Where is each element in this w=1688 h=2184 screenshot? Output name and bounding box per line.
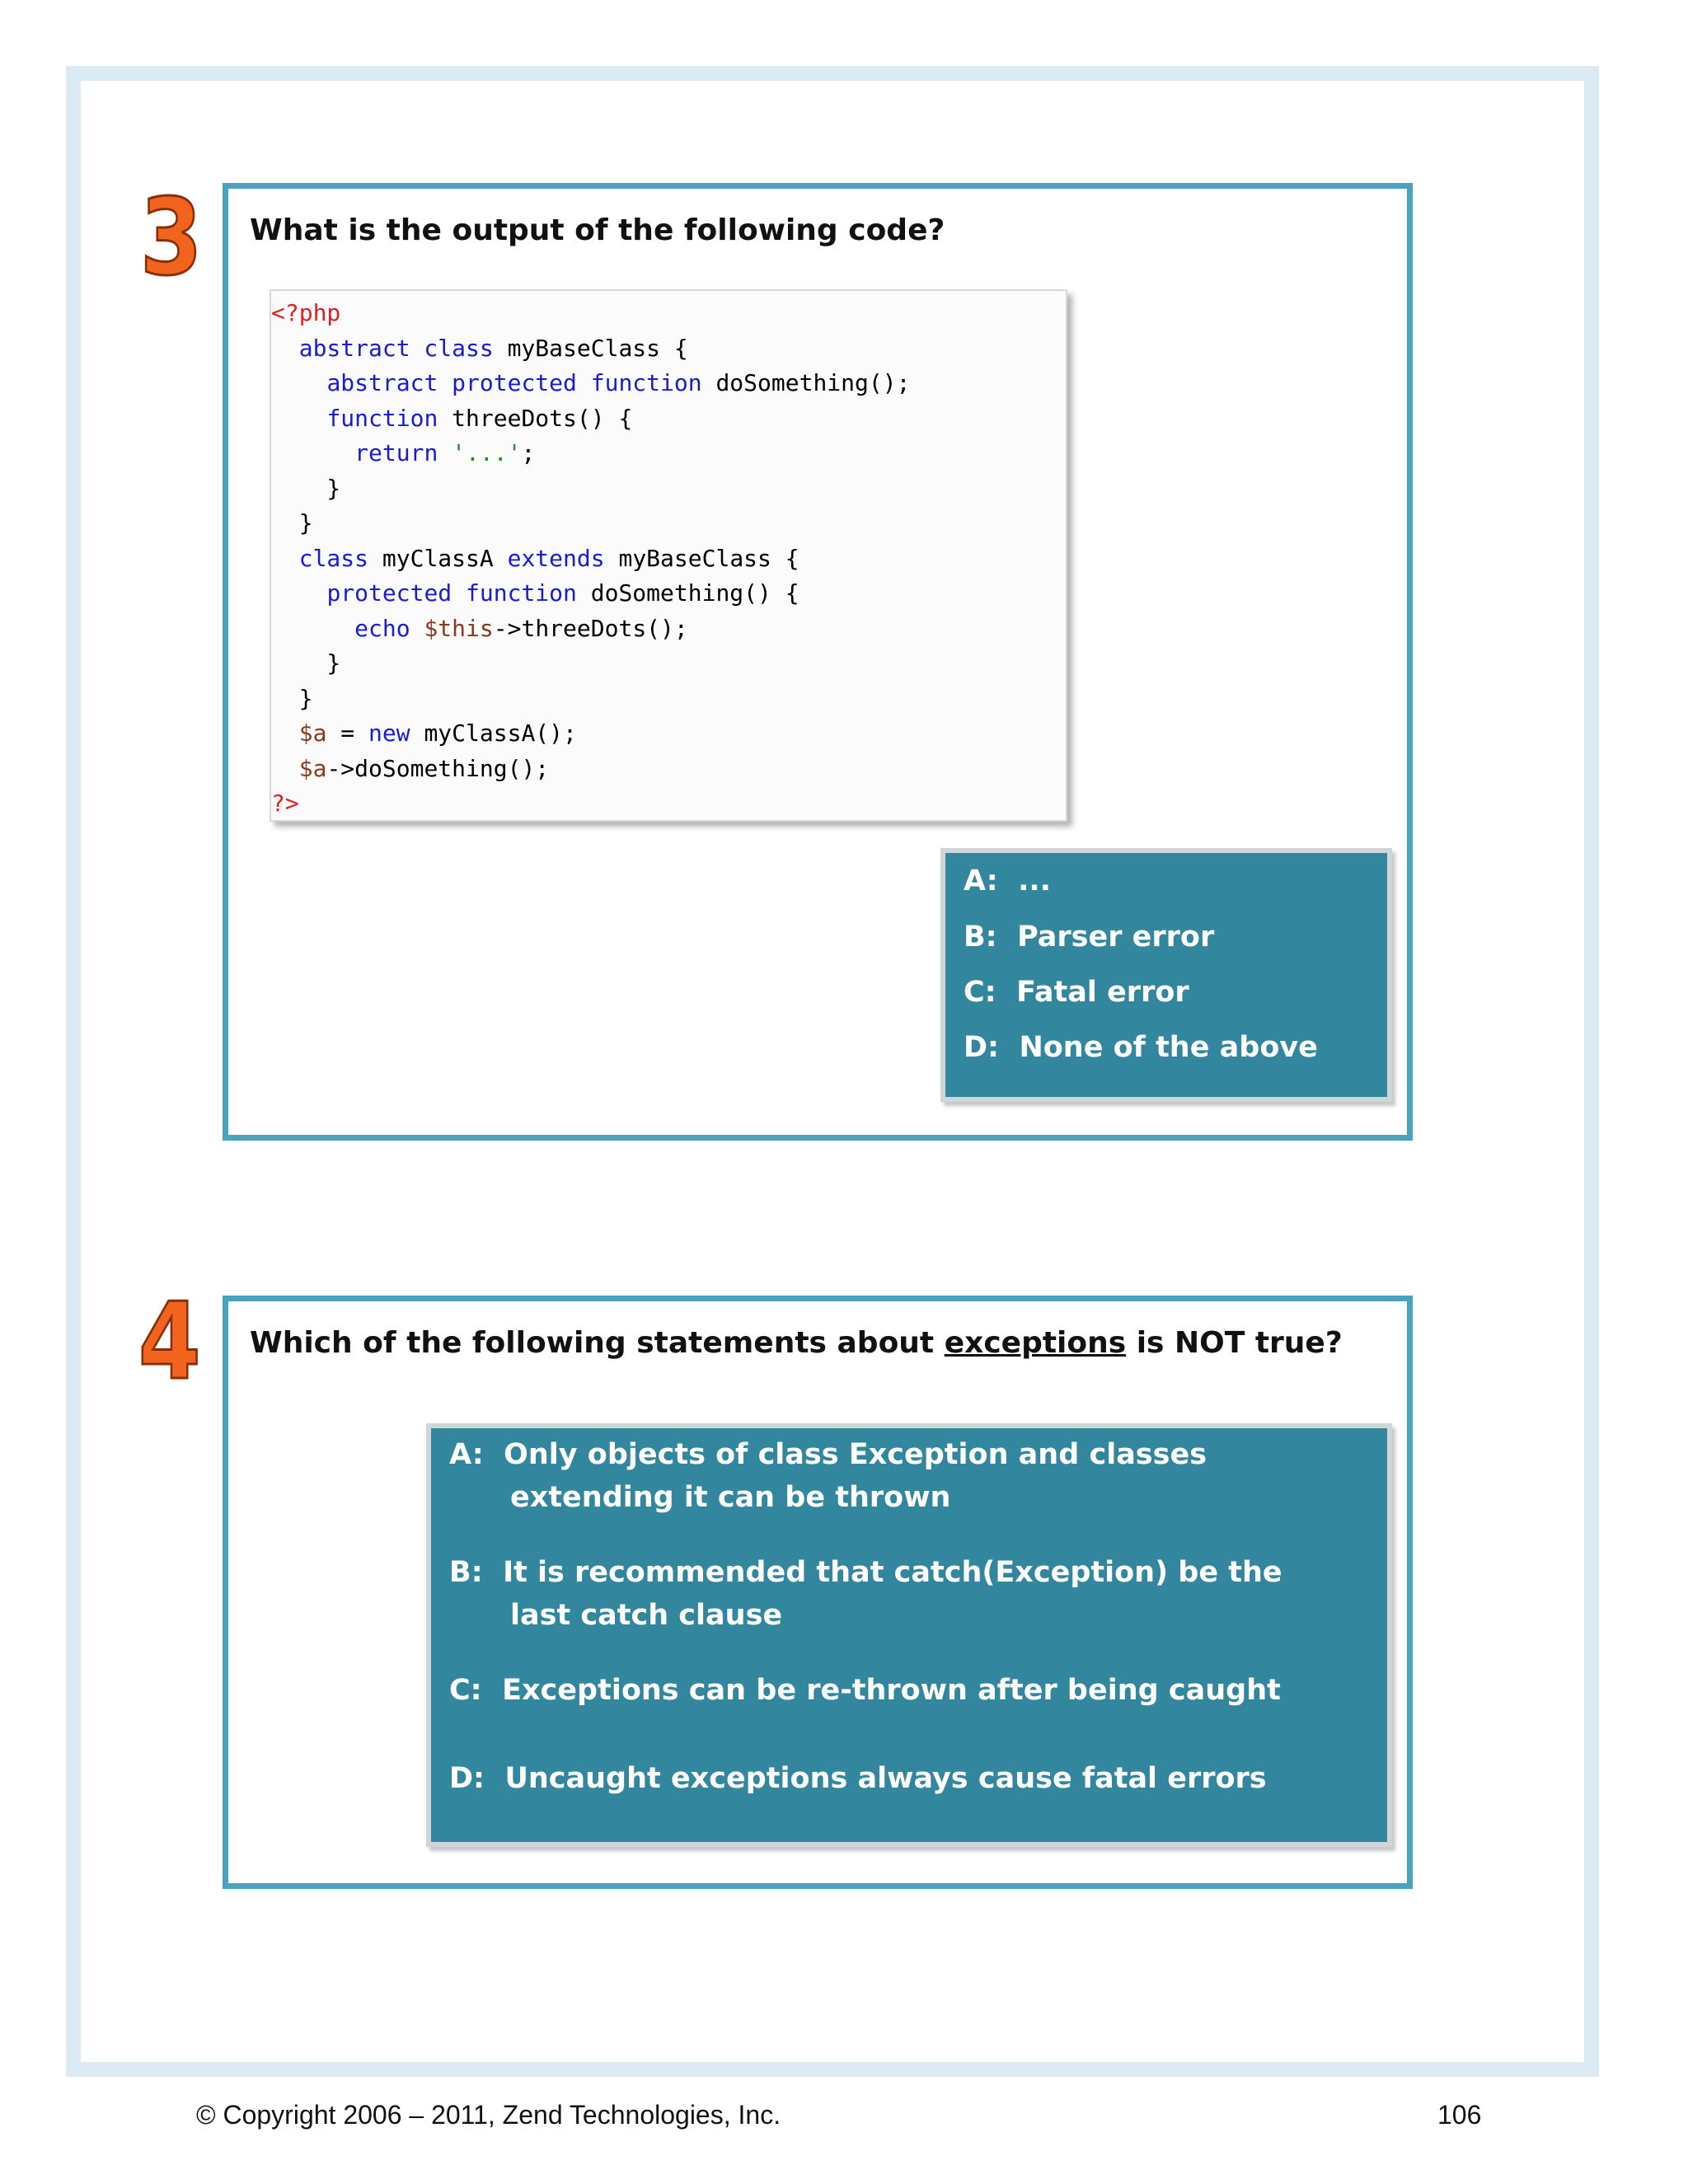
answer-line: B: It is recommended that catch(Exception) be the — [449, 1556, 1282, 1589]
code-line: ?> — [271, 790, 299, 817]
code-line: } — [271, 684, 313, 712]
code-line: } — [271, 509, 313, 537]
answer-line: extending it can be thrown — [510, 1481, 951, 1514]
code-line: <?php — [271, 299, 341, 326]
answer-d[interactable] — [964, 1031, 1318, 1064]
question-4-box — [223, 1296, 1413, 1889]
answer-text: Fatal error — [1016, 976, 1189, 1009]
question-4-prompt: Which of the following statements about exceptions is NOT true? — [250, 1326, 1343, 1360]
footer-copyright: © Copyright 2006 – 2011, Zend Technologies, Inc. — [196, 2100, 781, 2130]
answer-letter: A: — [964, 865, 998, 898]
answer-d[interactable] — [449, 1757, 1267, 1800]
question-3-number — [139, 176, 203, 300]
answer-a[interactable] — [449, 1433, 1207, 1519]
code-line: return '...'; — [354, 439, 536, 466]
svg-text:4: 4 — [138, 1281, 201, 1404]
answer-line: D: Uncaught exceptions always cause fatal errors — [449, 1762, 1267, 1795]
code-line: echo $this->threeDots(); — [354, 614, 688, 642]
footer-page-number: 106 — [1437, 2100, 1482, 2130]
answer-a[interactable] — [964, 865, 1051, 898]
question-3-answers — [940, 848, 1392, 1102]
code-line: function threeDots() { — [326, 404, 633, 432]
number-3-glyph — [139, 176, 203, 300]
code-line: protected function doSomething() { — [326, 579, 799, 607]
question-3-box — [223, 183, 1413, 1141]
underlined-term: exceptions — [944, 1326, 1127, 1360]
answer-text: Parser error — [1017, 921, 1215, 954]
answer-letter: C: — [964, 976, 996, 1009]
answer-line: last catch clause — [510, 1599, 783, 1632]
answer-c[interactable] — [964, 976, 1189, 1009]
code-line: class myClassA extends myBaseClass { — [298, 544, 799, 572]
answer-line: C: Exceptions can be re-thrown after being caught — [449, 1674, 1281, 1707]
number-4-glyph — [138, 1281, 201, 1404]
answer-letter: D: — [964, 1031, 1000, 1064]
svg-text:3: 3 — [139, 176, 203, 300]
answer-text: ... — [1018, 865, 1051, 898]
code-panel — [270, 289, 1067, 822]
answer-c[interactable] — [449, 1669, 1281, 1712]
question-4-answers — [426, 1423, 1392, 1847]
answer-line: A: Only objects of class Exception and classes — [449, 1438, 1207, 1471]
question-3-prompt: What is the output of the following code? — [250, 213, 945, 247]
code-line: } — [271, 474, 341, 502]
answer-b[interactable] — [964, 921, 1214, 954]
code-line: abstract class myBaseClass { — [298, 334, 688, 362]
answer-b[interactable] — [449, 1551, 1282, 1637]
code-line: $a->doSomething(); — [298, 754, 550, 782]
code-line: } — [271, 649, 341, 677]
answer-letter: B: — [964, 921, 997, 954]
code-line: abstract protected function doSomething(); — [326, 369, 911, 396]
code-line: $a = new myClassA(); — [298, 719, 577, 747]
question-4-number — [138, 1281, 201, 1404]
answer-text: None of the above — [1019, 1031, 1318, 1064]
